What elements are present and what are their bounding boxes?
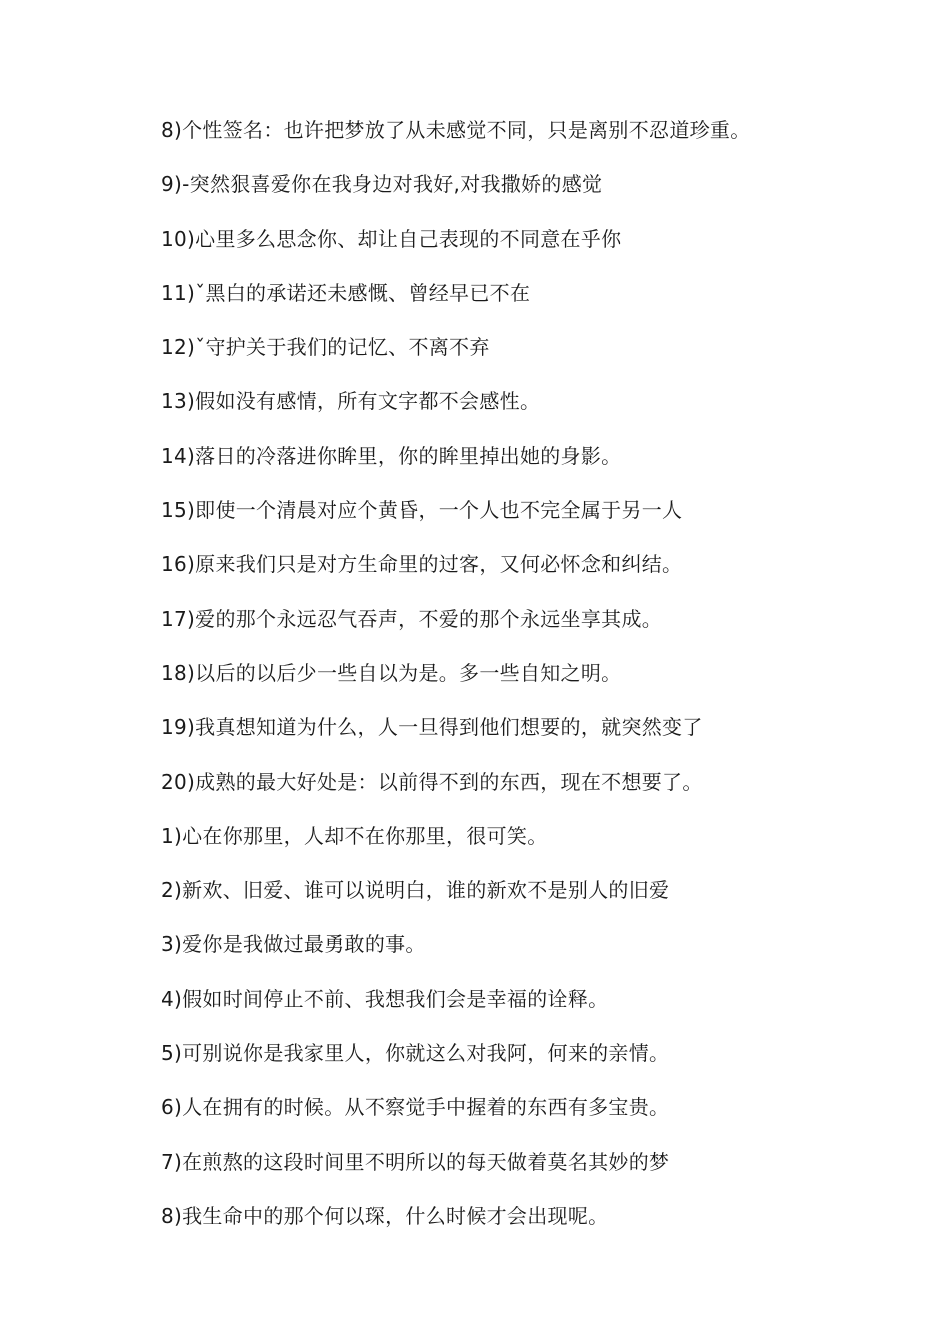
quote-line: 8)我生命中的那个何以琛，什么时候才会出现呢。: [161, 1203, 609, 1228]
quote-line: 8)个性签名：也许把梦放了从未感觉不同，只是离别不忍道珍重。: [161, 118, 751, 142]
quote-line: 13)假如没有感情，所有文字都不会感性。: [161, 389, 541, 414]
quote-list: [161, 112, 901, 1252]
quote-line: 10)心里多么思念你、却让自己表现的不同意在乎你: [161, 226, 622, 251]
quote-line: 1)心在你那里，人却不在你那里，很可笑。: [161, 823, 548, 848]
quote-line: 9)-突然狠喜爱你在我身边对我好,对我撒娇的感觉: [161, 172, 603, 197]
quote-line: 4)假如时间停止不前、我想我们会是幸福的诠释。: [161, 986, 609, 1011]
quote-line: 6)人在拥有的时候。从不察觉手中握着的东西有多宝贵。: [161, 1095, 670, 1120]
quote-line: 3)爱你是我做过最勇敢的事。: [161, 932, 426, 957]
quote-line: 5)可别说你是我家里人，你就这么对我阿，何来的亲情。: [161, 1041, 670, 1066]
quote-line: 15)即使一个清晨对应个黄昏，一个人也不完全属于另一人: [161, 498, 683, 523]
quote-line: 2)新欢、旧爱、谁可以说明白，谁的新欢不是别人的旧爱: [161, 878, 670, 903]
quote-line: 17)爱的那个永远忍气吞声，不爱的那个永远坐享其成。: [161, 606, 663, 631]
quote-line: 19)我真想知道为什么，人一旦得到他们想要的，就突然变了: [161, 715, 703, 740]
quote-line: 18)以后的以后少一些自以为是。多一些自知之明。: [161, 660, 622, 685]
quote-line: 12)ˇ守护关于我们的记忆、不离不弃: [161, 335, 490, 360]
quote-line: 14)落日的冷落进你眸里，你的眸里掉出她的身影。: [161, 443, 622, 468]
quote-line: 16)原来我们只是对方生命里的过客，又何必怀念和纠结。: [161, 552, 683, 577]
quote-line: 11)ˇ黑白的承诺还未感慨、曾经早已不在: [161, 280, 531, 305]
quote-line: 20)成熟的最大好处是：以前得不到的东西，现在不想要了。: [161, 769, 703, 794]
quote-line: 7)在煎熬的这段时间里不明所以的每天做着莫名其妙的梦: [161, 1149, 670, 1174]
